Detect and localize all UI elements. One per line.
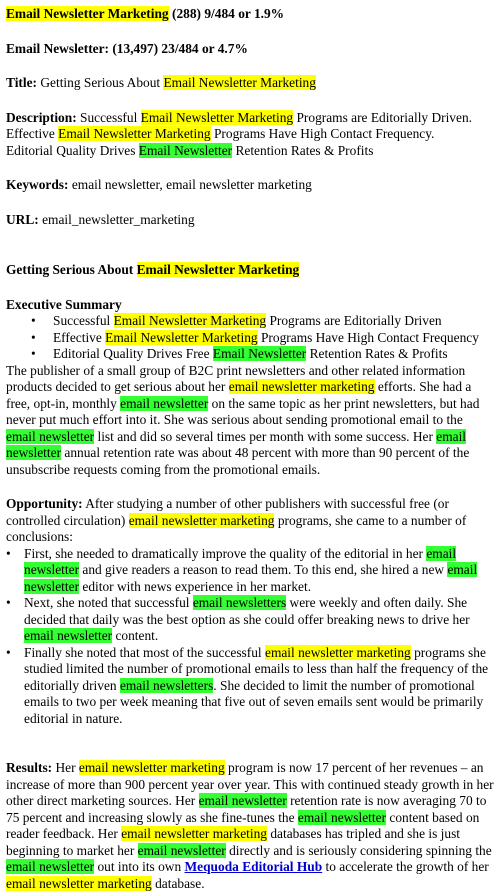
keyword-highlight: email newsletter [24, 562, 478, 594]
keyword-highlight: email newsletter marketing [6, 875, 152, 891]
list-item-keyword: Email Newsletter Marketing [105, 329, 258, 345]
title-line [6, 75, 494, 92]
keyword-highlight: email newsletter marketing [121, 826, 267, 841]
description-label: Description: [6, 109, 77, 125]
keywords-label: Keywords: [6, 177, 69, 192]
url-label: URL: [6, 211, 39, 227]
executive-summary-heading: Executive Summary [6, 296, 122, 312]
keyword-highlight: email newsletter [6, 428, 467, 460]
paragraph-text: databases has tripled and she is just beginning to market her [6, 826, 461, 858]
keyword-highlight: email newsletter [6, 428, 95, 444]
executive-summary-list [6, 313, 494, 363]
description-text: Programs are Editorially Driven. [293, 109, 472, 125]
title-keyword: Email Newsletter Marketing [163, 75, 316, 90]
paragraph-text: The publisher of a small group of B2C print newsletters and other related information products decided to get serious about her [6, 362, 466, 394]
keyword-highlight: email newsletter [198, 793, 287, 808]
keyword-highlight: email newsletters [192, 595, 287, 610]
description-keyword: Email Newsletter [138, 142, 233, 158]
description-text: Programs Have High Contact Frequency. [210, 126, 435, 141]
keyword-stats: (288) 9/484 or 1.9% [172, 6, 285, 21]
list-item-text: Programs Have High Contact Frequency [257, 329, 479, 345]
paragraph-text: database. [151, 875, 205, 891]
paragraph-text: annual retention rate was about 48 percent with more than 90 percent of the unsubscribe requests coming from the promotional emails. [6, 445, 470, 477]
list-item-text: and give readers a reason to read them. To this end, she hired a new [79, 562, 448, 577]
keyword-highlight: Email Newsletter Marketing [6, 6, 169, 21]
paragraph-text: program is now 17 percent of her revenues – an increase of more than 900 percent year over year. This with continued steady growth in her other direct marketing sources. Her [6, 760, 494, 808]
keywords-line [6, 177, 494, 194]
list-item-text: were weekly and often daily. She decided that daily was the best option as she could offer breaking news to drive her [24, 595, 470, 627]
list-item-text: Retention Rates & Profits [306, 346, 448, 361]
paragraph-text: efforts. She had a free, opt-in, monthly [6, 379, 472, 411]
description-keyword: Email Newsletter Marketing [140, 109, 294, 125]
article-heading-keyword: Email Newsletter Marketing [136, 262, 300, 277]
paragraph-text: to accelerate the growth of her [322, 859, 489, 874]
paragraph-text: programs, she came to a number of conclusions: [6, 512, 467, 544]
opportunity-list [6, 546, 494, 728]
url-line [6, 212, 494, 229]
list-item-text: Next, she noted that successful [24, 595, 193, 610]
keyword-highlight: email newsletter [6, 859, 95, 874]
list-item [6, 645, 494, 728]
keyword-highlight: email newsletter marketing [78, 760, 225, 775]
list-item [31, 313, 494, 330]
keyword-highlight: email newsletter [297, 809, 387, 825]
paragraph-text: retention rate is now averaging 70 to 75 percent and increasing slowly as she fine-tunes the [6, 793, 487, 825]
list-item-text: Programs are Editorially Driven [266, 313, 442, 328]
url-value: email_newsletter_marketing [42, 211, 195, 227]
title-label: Title: [6, 75, 37, 90]
description-text: Effective [6, 126, 59, 141]
list-item-text: editor with news experience in her market. [79, 578, 312, 594]
list-item [6, 546, 494, 596]
paragraph-text: out into its own [94, 859, 185, 874]
description-block [6, 110, 494, 160]
keyword-highlight: email newsletter [24, 545, 457, 577]
intro-paragraph [6, 363, 494, 479]
list-item-keyword: Email Newsletter Marketing [113, 313, 267, 328]
article-heading-text: Getting Serious About [6, 262, 137, 277]
list-item-text: First, she needed to dramatically improve the quality of the editorial in her [24, 545, 427, 561]
description-text: Editorial Quality Drives [6, 142, 139, 158]
paragraph-text: directly and is seriously considering spinning the [225, 842, 492, 858]
description-keyword: Email Newsletter Marketing [58, 126, 211, 141]
list-item-text: programs she studied limited the number of promotional emails to less than half the frequency of the editorially driven [24, 644, 489, 693]
keyword-highlight: email newsletters [119, 677, 214, 693]
results-paragraph [6, 760, 494, 892]
list-item-text: Successful [53, 313, 114, 328]
results-label: Results: [6, 760, 53, 775]
title-prefix: Getting Serious About [40, 75, 164, 90]
paragraph-text: list and did so several times per month with some success. Her [94, 428, 437, 444]
list-item-text: . She decided to limit the number of promotional emails to two per week meaning that five out of seven emails sent would be primarily editorial in nature. [24, 677, 484, 726]
keyword-highlight: email newsletter marketing [265, 644, 411, 660]
newsletter-stats-line: Email Newsletter: (13,497) 23/484 or 4.7% [6, 40, 248, 56]
paragraph-text: After studying a number of other publishers with successful free (or controlled circulation) [6, 496, 449, 528]
paragraph-text: Her [52, 760, 79, 775]
description-text: Successful [80, 109, 141, 125]
keyword-highlight: email newsletter [120, 395, 209, 411]
article-heading [6, 262, 494, 279]
paragraph-text: content based on reader feedback. Her [6, 809, 480, 841]
keyword-highlight: email newsletter [137, 842, 226, 858]
keywords-value: email newsletter, email newsletter marketing [71, 177, 312, 192]
paragraph-text: on the same topic as her print newsletters, but had never put much effort into it. She was serious about sending promotional email to the [6, 395, 480, 427]
opportunity-paragraph [6, 496, 494, 546]
keyword-highlight: email newsletter marketing [228, 379, 375, 394]
keyword-highlight: email newsletter marketing [128, 512, 275, 528]
mequoda-editorial-hub-link[interactable]: Mequoda Editorial Hub [184, 859, 323, 874]
list-item-keyword: Email Newsletter [212, 346, 307, 361]
list-item-text: Finally she noted that most of the successful [24, 644, 265, 660]
list-item [31, 330, 494, 347]
list-item-text: content. [112, 628, 159, 643]
list-item [6, 595, 494, 645]
keyword-highlight: email newsletter [24, 628, 113, 643]
description-text: Retention Rates & Profits [232, 142, 374, 158]
opportunity-label: Opportunity: [6, 496, 83, 511]
keyword-stats-line [6, 6, 494, 23]
list-item-text: Editorial Quality Drives Free [53, 346, 213, 361]
list-item-text: Effective [53, 329, 106, 345]
list-item [31, 346, 494, 363]
